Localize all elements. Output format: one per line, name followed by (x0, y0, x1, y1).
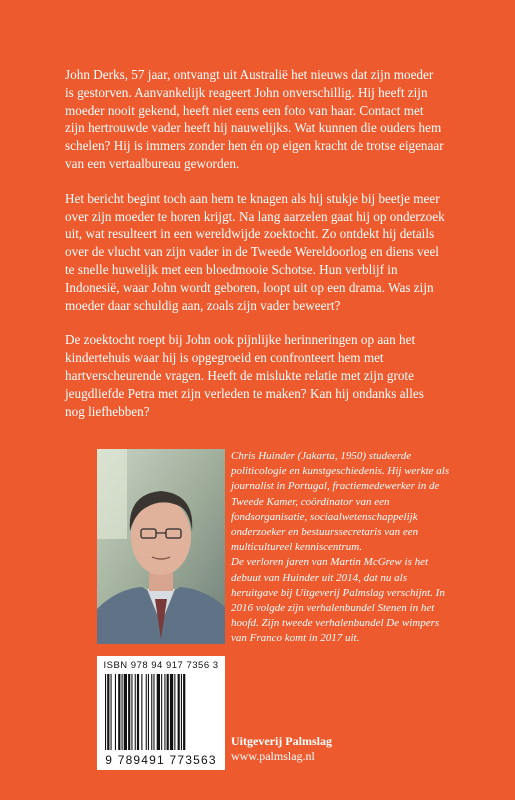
publisher-info (231, 734, 332, 764)
bio-paragraph-1: Chris Huinder (Jakarta, 1950) studeerde politicologie en kunstgeschiedenis. Hij werkte als journalist in Portugal, fractiemedewerker in de Tweede Kamer, coördinator van een fondsorganisatie, sociaalwetenschappelijk onderzoeker en bestuurssecretaris van een multicultureel kenniscentrum. (231, 450, 450, 554)
isbn-barcode (97, 656, 225, 770)
publisher-website: www.palmslag.nl (231, 749, 315, 763)
bio-paragraph-2: De verloren jaren van Martin McGrew is het debuut van Huinder uit 2014, dat nu als heruitgave bij Uitgeverij Palmslag verschijnt. In 2016 volgde zijn verhalenbundel Stenen in het hoofd. Zijn tweede verhalenbundel De wimpers van Franco komt in 2017 uit. (231, 556, 445, 645)
blurb-paragraph-2: Het bericht begint toch aan hem te knagen als hij stukje bij beetje meer over zijn moeder te horen krijgt. Na lang aarzelen gaat hij op onderzoek uit, wat resulteert in een wereldwijde zoektocht. Zo ontdekt hij details over de vlucht van zijn vader in de Tweede Wereldoorlog en diens veel te snelle huwelijk met een bloedmooie Schotse. Hun verblijf in Indonesië, waar John wordt geboren, loopt uit op een drama. Was zijn moeder daar schuldig aan, zoals zijn vader beweert? (65, 190, 445, 313)
publisher-name: Uitgeverij Palmslag (231, 734, 332, 748)
barcode-digits: 9 789491 773563 (105, 753, 217, 767)
barcode-bars (103, 674, 219, 750)
blurb-paragraph-3: De zoektocht roept bij John ook pijnlijke herinneringen op aan het kindertehuis waar hij is opgegroeid en confronteert hem met hartverscheurende vragen. Heeft de mislukte relatie met zijn grote jeugdliefde Petra met zijn verleden te maken? Kan hij ondanks alles nog liefhebben? (65, 332, 424, 419)
author-bio (231, 449, 451, 647)
isbn-label: ISBN 978 94 917 7356 3 (103, 660, 219, 671)
back-cover-blurb (65, 66, 445, 437)
blurb-paragraph-1: John Derks, 57 jaar, ontvangt uit Australië het nieuws dat zijn moeder is gestorven. Aanvankelijk reageert John onverschillig. Hij heeft zijn moeder nooit gekend, heeft niet eens een foto van haar. Contact met zijn hertrouwde vader heeft hij nauwelijks. Wat kunnen die ouders hem schelen? Hij is immers zonder hen én op eigen kracht de trotse eigenaar van een vertaalbureau geworden. (65, 67, 444, 171)
author-portrait-image (97, 449, 225, 644)
author-photo (97, 449, 225, 644)
